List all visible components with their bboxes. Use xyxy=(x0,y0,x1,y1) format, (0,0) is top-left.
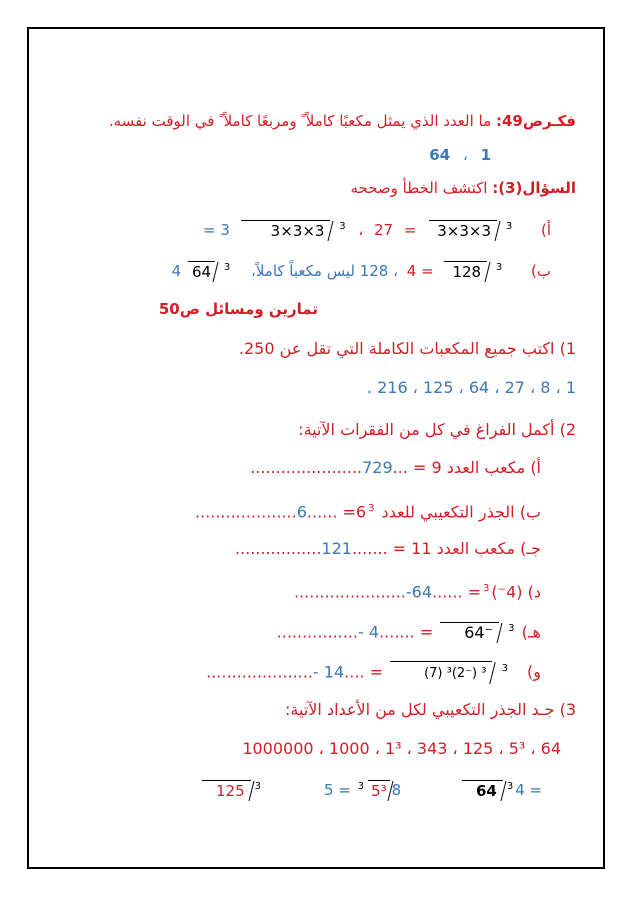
ex3-radical-125 xyxy=(200,776,263,801)
q3-b-radical xyxy=(444,261,487,282)
q3-b-result: 4 xyxy=(171,262,182,280)
q49-sep: ، xyxy=(462,146,468,164)
ex2-e-rad-content: 64⁻ xyxy=(464,623,494,643)
q3-b-rad2-content: 64 xyxy=(191,263,212,281)
ex3-r2-answer: 5 = xyxy=(324,781,351,799)
q3-b-label: ب) xyxy=(531,262,551,280)
ex2-d xyxy=(40,578,541,603)
ex3-r1-answer: 4 = xyxy=(515,781,543,799)
q3-a-result: 3 = xyxy=(203,221,230,239)
ex2-d-answer: 64- xyxy=(405,582,433,602)
q3-a-radical xyxy=(429,220,497,241)
ex2-b-answer: 6 xyxy=(296,502,307,522)
ex3-r2-index: 3 xyxy=(357,781,365,792)
ex2-d-eq: = ...... xyxy=(432,582,482,602)
q49-title: فكـرص49: xyxy=(495,112,576,130)
ex2-d-dots: ...................... xyxy=(294,582,406,602)
ex2-e-dots: ................ xyxy=(276,622,359,642)
ex2-e xyxy=(40,618,541,643)
q3-a-label: أ) xyxy=(540,221,551,239)
ex3-question xyxy=(40,699,576,721)
q3-a-sep: ، xyxy=(358,221,364,239)
ex1-text: 1) اكتب جميع المكعبات الكاملة التي تقل عن 250. xyxy=(238,339,576,358)
q49-text: ما العدد الذي يمثل مكعبًا كاملاً ً ومربعًا كاملاً ً في الوقت نفسه. xyxy=(108,112,492,130)
q3-b-eq: = 4 xyxy=(406,262,434,280)
q49-answer xyxy=(40,144,491,166)
q3-a-value: 27 xyxy=(374,221,394,239)
q3-b-sep: ، xyxy=(393,262,398,280)
ex2-f-rad-content: (7) ³(2⁻) ³ xyxy=(424,666,487,682)
ex2-b-sup: 3 xyxy=(368,503,375,514)
q3-b-note: 128 ليس مكعباً كاملاً، xyxy=(251,262,389,280)
ex2-b-text: ب) الجذر التكعيبي للعدد 6 xyxy=(355,502,541,522)
q3-a-rad-content: 3×3×3 xyxy=(437,222,492,240)
ex2-e-radical xyxy=(440,622,499,643)
q3-a-index2: 3 xyxy=(339,221,346,232)
ex3-text: 3) جـد الجذر التكعيبي لكل من الأعداد الآتية: xyxy=(285,700,576,719)
q3-a-line xyxy=(40,216,551,241)
exercises-title-line xyxy=(40,298,318,320)
ex2-a-answer: 729 xyxy=(362,458,393,477)
ex3-radical-64 xyxy=(460,776,542,801)
ex2-f xyxy=(40,658,541,684)
ex2-f-radical xyxy=(390,661,492,684)
q3-b-rad-content: 128 xyxy=(452,263,482,281)
q3-b-index: 3 xyxy=(495,262,503,273)
ex2-c-text: جـ) مكعب العدد 11 = ....... xyxy=(351,539,541,558)
ex2-f-dots: ..................... xyxy=(206,662,313,682)
ex1-answer: 1 ، 8 ، 27 ، 64 ، 125 ، 216 . xyxy=(366,378,576,397)
ex2-c-answer: 121 xyxy=(321,539,352,558)
q3-a-rad2-content: 3×3×3 xyxy=(270,222,325,240)
ex3-r2-extra: 8 xyxy=(391,781,402,799)
ex3-radical-5 xyxy=(324,776,401,801)
ex3-r1-index: 3 xyxy=(506,781,514,792)
ex3-r1-radical xyxy=(462,780,503,801)
ex2-c xyxy=(40,538,541,560)
ex3-r1-content: 64 xyxy=(476,782,497,800)
ex2-f-label: و) xyxy=(527,662,541,682)
ex2-c-dots: ................. xyxy=(234,539,322,558)
q49-line xyxy=(40,110,576,132)
ex2-f-index: 3 xyxy=(501,663,508,674)
q3-b-line xyxy=(40,257,551,282)
ex2-a-dots: ...................... xyxy=(250,458,363,477)
ex2-a-text: أ) مكعب العدد 9 = ... xyxy=(392,458,541,477)
ex3-numbers-line xyxy=(40,738,561,760)
ex1-answer-line xyxy=(40,377,576,399)
q3-a-radical2 xyxy=(241,220,331,241)
ex2-e-label: هـ) xyxy=(521,622,541,642)
q3-a-index: 3 xyxy=(505,221,513,232)
ex2-text: 2) أكمل الفراغ في كل من الفقرات الآتية: xyxy=(298,420,576,439)
ex2-b xyxy=(40,498,541,523)
ex2-question xyxy=(40,419,576,441)
ex1-question xyxy=(40,338,576,360)
q3-a-eq: = xyxy=(403,221,417,239)
ex3-r3-index: 3 xyxy=(254,781,262,792)
ex3-r3-content: 125 xyxy=(216,782,245,800)
ex2-e-answer: 4 - xyxy=(358,622,380,642)
ex2-b-eq: = ...... xyxy=(306,502,356,522)
ex2-f-eq: = .... xyxy=(344,662,383,682)
ex2-a xyxy=(40,457,541,479)
ex2-f-answer: 14 - xyxy=(312,662,345,682)
ex2-d-text: د) (4⁻) xyxy=(491,582,541,602)
q3-b-radical2 xyxy=(188,261,215,282)
q3-text: اكتشف الخطأ وصححه xyxy=(350,179,488,197)
ex2-e-index: 3 xyxy=(508,623,515,634)
ex2-e-eq: = ....... xyxy=(379,622,434,642)
q3-b-index2: 3 xyxy=(223,262,231,273)
ex3-numbers: 64 ، 5³ ، 125 ، 343 ، 1³ ، 1000 ، 1000000 xyxy=(242,739,561,758)
exercises-title: تمارين ومسائل ص50 xyxy=(158,300,318,318)
q3-title: السؤال(3): xyxy=(492,179,576,197)
ex3-r2-content: 5³ xyxy=(371,782,387,800)
ex2-b-dots: .................... xyxy=(194,502,297,522)
ex2-d-sup: 3 xyxy=(483,583,490,594)
ex3-r2-radical xyxy=(368,780,390,801)
q49-answer-1: 1 xyxy=(480,146,491,164)
q3-line xyxy=(40,177,576,199)
ex3-r3-radical xyxy=(202,780,251,801)
q49-answer-64: 64 xyxy=(429,146,451,164)
